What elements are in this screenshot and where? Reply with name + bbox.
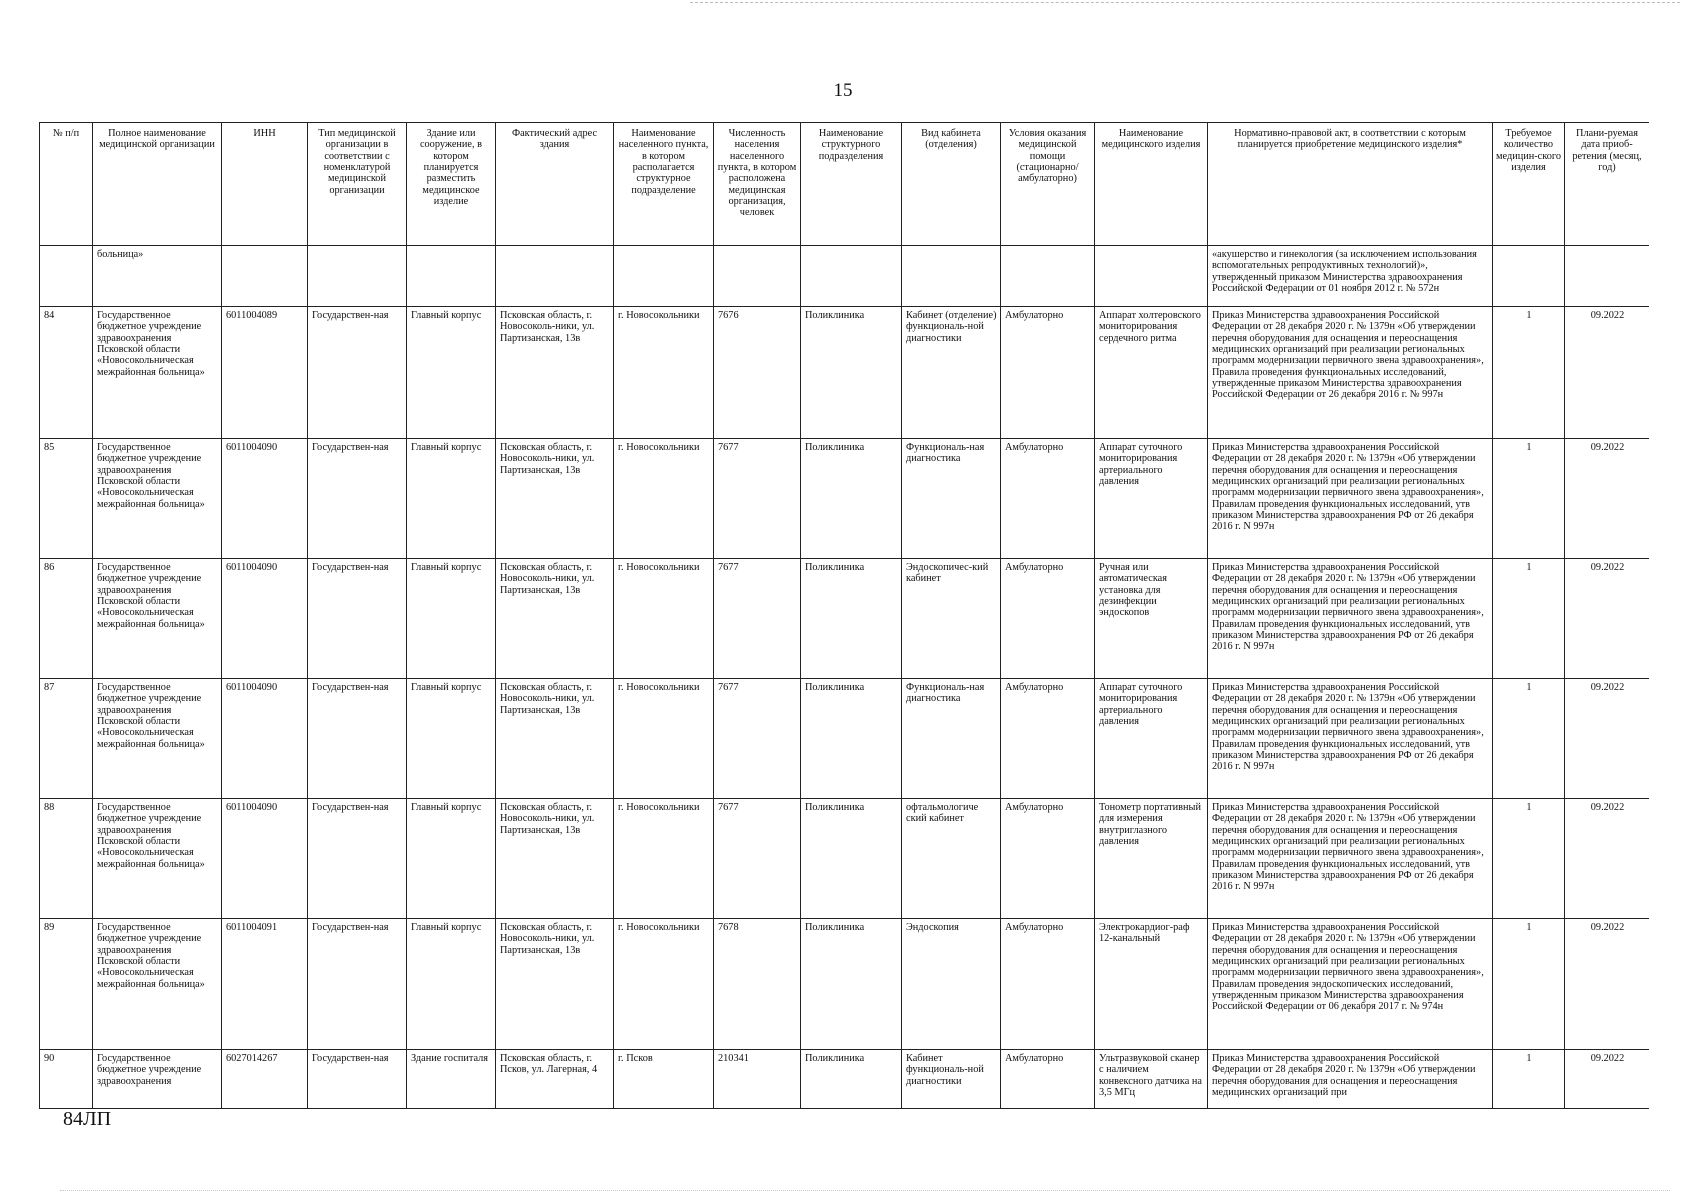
table-row [40, 439, 1650, 559]
column-header: ИНН [222, 123, 308, 246]
org-cell: больница» [93, 246, 222, 307]
org-type-cell: Государствен-ная [308, 1050, 407, 1110]
address-cell: Псковская область, г. Новосоколь-ники, ул. Партизанская, 13в [496, 799, 614, 919]
table-row [40, 679, 1650, 799]
column-header: Фактический адрес здания [496, 123, 614, 246]
quantity-cell: 1 [1493, 1050, 1565, 1110]
conditions-cell: Амбулаторно [1001, 799, 1095, 919]
table-row [40, 799, 1650, 919]
cabinet-cell: Эндоскопия [902, 919, 1001, 1050]
org-cell: Государственное бюджетное учреждение здравоохранения Псковской области «Новосокольническая межрайонная больница» [93, 919, 222, 1050]
cabinet-cell: Кабинет функциональ-ной диагностики [902, 1050, 1001, 1110]
population-cell: 210341 [714, 1050, 801, 1110]
row-number-cell: 84 [40, 307, 93, 439]
org-cell: Государственное бюджетное учреждение здравоохранения Псковской области «Новосокольническая межрайонная больница» [93, 559, 222, 679]
row-number-cell: 87 [40, 679, 93, 799]
row-number-cell: 90 [40, 1050, 93, 1110]
scan-edge-bottom [60, 1190, 1670, 1191]
population-cell: 7676 [714, 307, 801, 439]
act-cell: Приказ Министерства здравоохранения Российской Федерации от 28 декабря 2020 г. № 1379н «Об утверждении перечня оборудования для оснащения и переоснащения медицинских организаций при [1208, 1050, 1493, 1110]
inn-cell: 6011004090 [222, 439, 308, 559]
act-cell: Приказ Министерства здравоохранения Российской Федерации от 28 декабря 2020 г. № 1379н «Об утверждении перечня оборудования для оснащения и переоснащения медицинских организаций при реализации региональных программ модернизации первичного звена здравоохранения», Правилам проведения функциональных исследований, утв приказом Министерства здравоохранения РФ от 26 декабря 2016 г. N 997н [1208, 439, 1493, 559]
device-cell: Аппарат холтеровского мониторирования сердечного ритма [1095, 307, 1208, 439]
table-row [40, 307, 1650, 439]
conditions-cell: Амбулаторно [1001, 679, 1095, 799]
subdivision-cell: Поликлиника [801, 679, 902, 799]
document-code: 84ЛП [63, 1108, 112, 1130]
date-cell: 09.2022 [1565, 919, 1650, 1050]
inn-cell: 6011004090 [222, 559, 308, 679]
column-header: Численность населения населенного пункта, в котором расположена медицинская организация, человек [714, 123, 801, 246]
quantity-cell: 1 [1493, 307, 1565, 439]
row-number-cell: 89 [40, 919, 93, 1050]
device-cell: Ультразвуковой сканер с наличием конвексного датчика на 3,5 МГц [1095, 1050, 1208, 1110]
date-cell: 09.2022 [1565, 559, 1650, 679]
building-cell: Главный корпус [407, 307, 496, 439]
inn-cell: 6011004089 [222, 307, 308, 439]
cabinet-cell: офтальмологиче ский кабинет [902, 799, 1001, 919]
inn-cell: 6011004091 [222, 919, 308, 1050]
act-cell: Приказ Министерства здравоохранения Российской Федерации от 28 декабря 2020 г. № 1379н «Об утверждении перечня оборудования для оснащения и переоснащения медицинских организаций при реализации региональных программ модернизации первичного звена здравоохранения», Правилам проведения функциональных исследований, утв приказом Министерства здравоохранения РФ от 26 декабря 2016 г. N 997н [1208, 559, 1493, 679]
org-type-cell: Государствен-ная [308, 799, 407, 919]
org-cell: Государственное бюджетное учреждение здравоохранения Псковской области «Новосокольническая межрайонная больница» [93, 799, 222, 919]
inn-cell: 6027014267 [222, 1050, 308, 1110]
locality-cell: г. Новосокольники [614, 559, 714, 679]
scan-edge-top [690, 2, 1680, 3]
locality-cell: г. Новосокольники [614, 799, 714, 919]
population-cell: 7677 [714, 799, 801, 919]
cabinet-cell: Эндоскопичес-кий кабинет [902, 559, 1001, 679]
building-cell: Главный корпус [407, 439, 496, 559]
device-cell: Аппарат суточного мониторирования артериального давления [1095, 439, 1208, 559]
table-row [40, 1050, 1650, 1110]
subdivision-cell: Поликлиника [801, 919, 902, 1050]
date-cell: 09.2022 [1565, 439, 1650, 559]
population-cell: 7677 [714, 679, 801, 799]
locality-cell: г. Новосокольники [614, 679, 714, 799]
quantity-cell: 1 [1493, 799, 1565, 919]
column-header: Плани-руемая дата приоб-ретения (месяц, год) [1565, 123, 1650, 246]
device-cell: Электрокардиог-раф 12-канальный [1095, 919, 1208, 1050]
building-cell: Главный корпус [407, 799, 496, 919]
act-cell: Приказ Министерства здравоохранения Российской Федерации от 28 декабря 2020 г. № 1379н «Об утверждении перечня оборудования для оснащения и переоснащения медицинских организаций при реализации региональных программ модернизации первичного звена здравоохранения», Правилам проведения функциональных исследований, утв приказом Министерства здравоохранения РФ от 26 декабря 2016 г. N 997н [1208, 799, 1493, 919]
row-number-cell: 88 [40, 799, 93, 919]
org-cell: Государственное бюджетное учреждение здравоохранения Псковской области «Новосокольническая межрайонная больница» [93, 307, 222, 439]
column-header: Наименование структурного подразделения [801, 123, 902, 246]
building-cell: Главный корпус [407, 679, 496, 799]
conditions-cell: Амбулаторно [1001, 919, 1095, 1050]
address-cell: Псковская область, г. Новосоколь-ники, ул. Партизанская, 13в [496, 439, 614, 559]
org-type-cell: Государствен-ная [308, 679, 407, 799]
date-cell: 09.2022 [1565, 679, 1650, 799]
subdivision-cell: Поликлиника [801, 307, 902, 439]
org-type-cell: Государствен-ная [308, 439, 407, 559]
row-number-cell: 85 [40, 439, 93, 559]
continuation-row [40, 246, 1650, 307]
locality-cell: г. Псков [614, 1050, 714, 1110]
population-cell: 7677 [714, 559, 801, 679]
act-cell: «акушерство и гинекология (за исключением использования вспомогательных репродуктивных технологий)», утвержденный приказом Министерства здравоохранения Российской Федерации от 01 ноября 2012 г. № 572н [1208, 246, 1493, 307]
column-header: Полное наименование медицинской организации [93, 123, 222, 246]
org-cell: Государственное бюджетное учреждение здравоохранения Псковской области «Новосокольническая межрайонная больница» [93, 439, 222, 559]
column-header: Здание или сооружение, в котором планируется разместить медицинское изделие [407, 123, 496, 246]
locality-cell: г. Новосокольники [614, 919, 714, 1050]
building-cell: Здание госпиталя [407, 1050, 496, 1110]
quantity-cell: 1 [1493, 679, 1565, 799]
conditions-cell: Амбулаторно [1001, 559, 1095, 679]
page-number: 15 [833, 80, 853, 101]
equipment-table-grid [39, 122, 1649, 1109]
column-header: Наименование медицинского изделия [1095, 123, 1208, 246]
locality-cell: г. Новосокольники [614, 307, 714, 439]
org-type-cell: Государствен-ная [308, 307, 407, 439]
org-type-cell: Государствен-ная [308, 559, 407, 679]
cabinet-cell: Функциональ-ная диагностика [902, 439, 1001, 559]
device-cell: Аппарат суточного мониторирования артериального давления [1095, 679, 1208, 799]
date-cell: 09.2022 [1565, 799, 1650, 919]
table-header [40, 123, 1650, 246]
quantity-cell: 1 [1493, 559, 1565, 679]
quantity-cell: 1 [1493, 439, 1565, 559]
device-cell: Ручная или автоматическая установка для дезинфекции эндоскопов [1095, 559, 1208, 679]
table-row [40, 559, 1650, 679]
conditions-cell: Амбулаторно [1001, 307, 1095, 439]
act-cell: Приказ Министерства здравоохранения Российской Федерации от 28 декабря 2020 г. № 1379н «Об утверждении перечня оборудования для оснащения и переоснащения медицинских организаций при реализации региональных программ модернизации первичного звена здравоохранения», Правила проведения функциональных исследований, утвержденные приказом Министерства здравоохранения Российской Федерации от 26 декабря 2016 г. № 997н [1208, 307, 1493, 439]
column-header: Наименование населенного пункта, в котором располагается структурное подразделение [614, 123, 714, 246]
column-header: Нормативно-правовой акт, в соответствии с которым планируется приобретение медицинского изделия* [1208, 123, 1493, 246]
table-row [40, 919, 1650, 1050]
column-header: Требуемое количество медицин-ского изделия [1493, 123, 1565, 246]
act-cell: Приказ Министерства здравоохранения Российской Федерации от 28 декабря 2020 г. № 1379н «Об утверждении перечня оборудования для оснащения и переоснащения медицинских организаций при реализации региональных программ модернизации первичного звена здравоохранения», Правилам проведения функциональных исследований, утв приказом Министерства здравоохранения РФ от 26 декабря 2016 г. N 997н [1208, 679, 1493, 799]
column-header: Тип медицинской организации в соответствии с номенклатурой медицинской организации [308, 123, 407, 246]
org-cell: Государственное бюджетное учреждение здравоохранения Псковской области «Новосокольническая межрайонная больница» [93, 679, 222, 799]
address-cell: Псковская область, г. Новосоколь-ники, ул. Партизанская, 13в [496, 307, 614, 439]
date-cell: 09.2022 [1565, 307, 1650, 439]
population-cell: 7678 [714, 919, 801, 1050]
inn-cell: 6011004090 [222, 799, 308, 919]
population-cell: 7677 [714, 439, 801, 559]
cabinet-cell: Кабинет (отделение) функциональ-ной диагностики [902, 307, 1001, 439]
subdivision-cell: Поликлиника [801, 559, 902, 679]
address-cell: Псковская область, г. Новосоколь-ники, ул. Партизанская, 13в [496, 679, 614, 799]
subdivision-cell: Поликлиника [801, 799, 902, 919]
building-cell: Главный корпус [407, 919, 496, 1050]
building-cell: Главный корпус [407, 559, 496, 679]
address-cell: Псковская область, г. Новосоколь-ники, ул. Партизанская, 13в [496, 919, 614, 1050]
device-cell: Тонометр портативный для измерения внутриглазного давления [1095, 799, 1208, 919]
conditions-cell: Амбулаторно [1001, 439, 1095, 559]
date-cell: 09.2022 [1565, 1050, 1650, 1110]
column-header: Условия оказания медицинской помощи (стационарно/амбулаторно) [1001, 123, 1095, 246]
table-body [40, 246, 1650, 1110]
org-type-cell: Государствен-ная [308, 919, 407, 1050]
conditions-cell: Амбулаторно [1001, 1050, 1095, 1110]
subdivision-cell: Поликлиника [801, 439, 902, 559]
subdivision-cell: Поликлиника [801, 1050, 902, 1110]
equipment-table [39, 122, 1649, 1109]
address-cell: Псковская область, г. Псков, ул. Лагерная, 4 [496, 1050, 614, 1110]
cabinet-cell: Функциональ-ная диагностика [902, 679, 1001, 799]
org-cell: Государственное бюджетное учреждение здравоохранения [93, 1050, 222, 1110]
address-cell: Псковская область, г. Новосоколь-ники, ул. Партизанская, 13в [496, 559, 614, 679]
row-number-cell: 86 [40, 559, 93, 679]
column-header: Вид кабинета (отделения) [902, 123, 1001, 246]
locality-cell: г. Новосокольники [614, 439, 714, 559]
quantity-cell: 1 [1493, 919, 1565, 1050]
inn-cell: 6011004090 [222, 679, 308, 799]
act-cell: Приказ Министерства здравоохранения Российской Федерации от 28 декабря 2020 г. № 1379н «Об утверждении перечня оборудования для оснащения и переоснащения медицинских организаций при реализации региональных программ модернизации первичного звена здравоохранения», Правилам проведения эндоскопических исследований, утвержденным приказом Министерства здравоохранения Российской Федерации от 06 декабря 2017 г. № 974н [1208, 919, 1493, 1050]
column-header: № п/п [40, 123, 93, 246]
